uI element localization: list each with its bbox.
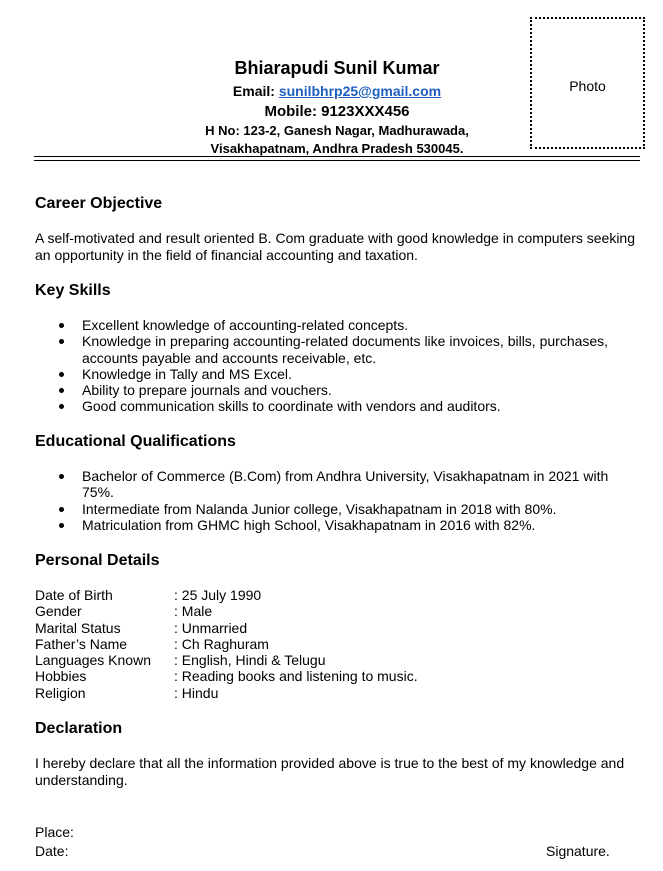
detail-label: Gender bbox=[35, 603, 82, 620]
detail-label: Hobbies bbox=[35, 668, 87, 685]
detail-label: Languages Known bbox=[35, 652, 151, 669]
table-row bbox=[35, 685, 418, 701]
header-divider-bottom bbox=[34, 160, 640, 161]
detail-value: : Male bbox=[174, 603, 213, 620]
detail-label: Date of Birth bbox=[35, 587, 113, 603]
email-link[interactable]: sunilbhrp25@gmail.com bbox=[278, 83, 442, 99]
address-line-2: Visakhapatnam, Andhra Pradesh 530045. bbox=[210, 141, 464, 156]
detail-label: Religion bbox=[35, 684, 86, 701]
list-item: Excellent knowledge of accounting-related concepts. bbox=[35, 317, 635, 333]
education-list bbox=[35, 468, 635, 533]
table-row bbox=[35, 636, 418, 652]
list-item: Matriculation from GHMC high School, Visakhapatnam in 2016 with 82%. bbox=[35, 517, 635, 533]
detail-value: : Reading books and listening to music. bbox=[174, 668, 418, 685]
section-title-key-skills: Key Skills bbox=[35, 282, 111, 299]
detail-value: : Hindu bbox=[174, 684, 219, 701]
photo-placeholder bbox=[530, 17, 645, 149]
section-title-personal-details: Personal Details bbox=[35, 552, 160, 569]
header-divider-top bbox=[34, 156, 640, 157]
detail-label: Father’s Name bbox=[35, 635, 128, 652]
mobile-number: Mobile: 9123XXX456 bbox=[264, 103, 410, 120]
table-row bbox=[35, 668, 418, 684]
list-item: Bachelor of Commerce (B.Com) from Andhra University, Visakhapatnam in 2021 with 75%. bbox=[35, 468, 635, 501]
detail-value: : Ch Raghuram bbox=[174, 635, 269, 652]
signature-label: Signature. bbox=[546, 843, 610, 859]
personal-details-table bbox=[35, 587, 418, 701]
photo-label: Photo bbox=[569, 78, 606, 94]
detail-value: : Unmarried bbox=[174, 619, 248, 636]
candidate-name: Bhiarapudi Sunil Kumar bbox=[234, 58, 440, 78]
email-line bbox=[150, 81, 524, 102]
detail-value: : 25 July 1990 bbox=[174, 587, 262, 603]
table-row bbox=[35, 603, 418, 619]
declaration-text: I hereby declare that all the information provided above is true to the best of my knowledge and understanding. bbox=[35, 755, 625, 788]
list-item: Knowledge in preparing accounting-related documents like invoices, bills, purchases, accounts payable and accounts receivable, etc. bbox=[35, 333, 635, 366]
section-title-declaration: Declaration bbox=[35, 720, 123, 737]
key-skills-list bbox=[35, 317, 635, 415]
section-title-career-objective: Career Objective bbox=[35, 195, 163, 212]
table-row bbox=[35, 587, 418, 603]
detail-label: Marital Status bbox=[35, 619, 121, 636]
list-item: Good communication skills to coordinate with vendors and auditors. bbox=[35, 398, 635, 414]
address-line-1: H No: 123-2, Ganesh Nagar, Madhurawada, bbox=[205, 123, 469, 138]
detail-value: : English, Hindi & Telugu bbox=[174, 652, 326, 669]
table-row bbox=[35, 620, 418, 636]
place-label: Place: bbox=[35, 824, 74, 840]
section-title-education: Educational Qualifications bbox=[35, 433, 236, 450]
email-label: Email: bbox=[232, 83, 279, 99]
resume-header bbox=[150, 55, 524, 158]
list-item: Ability to prepare journals and vouchers. bbox=[35, 382, 635, 398]
table-row bbox=[35, 652, 418, 668]
career-objective-text: A self-motivated and result oriented B. Com graduate with good knowledge in computers seeking an opportunity in the field of financial accounting and taxation. bbox=[35, 230, 636, 263]
list-item: Knowledge in Tally and MS Excel. bbox=[35, 366, 635, 382]
date-label: Date: bbox=[35, 843, 69, 859]
list-item: Intermediate from Nalanda Junior college, Visakhapatnam in 2018 with 80%. bbox=[35, 501, 635, 517]
